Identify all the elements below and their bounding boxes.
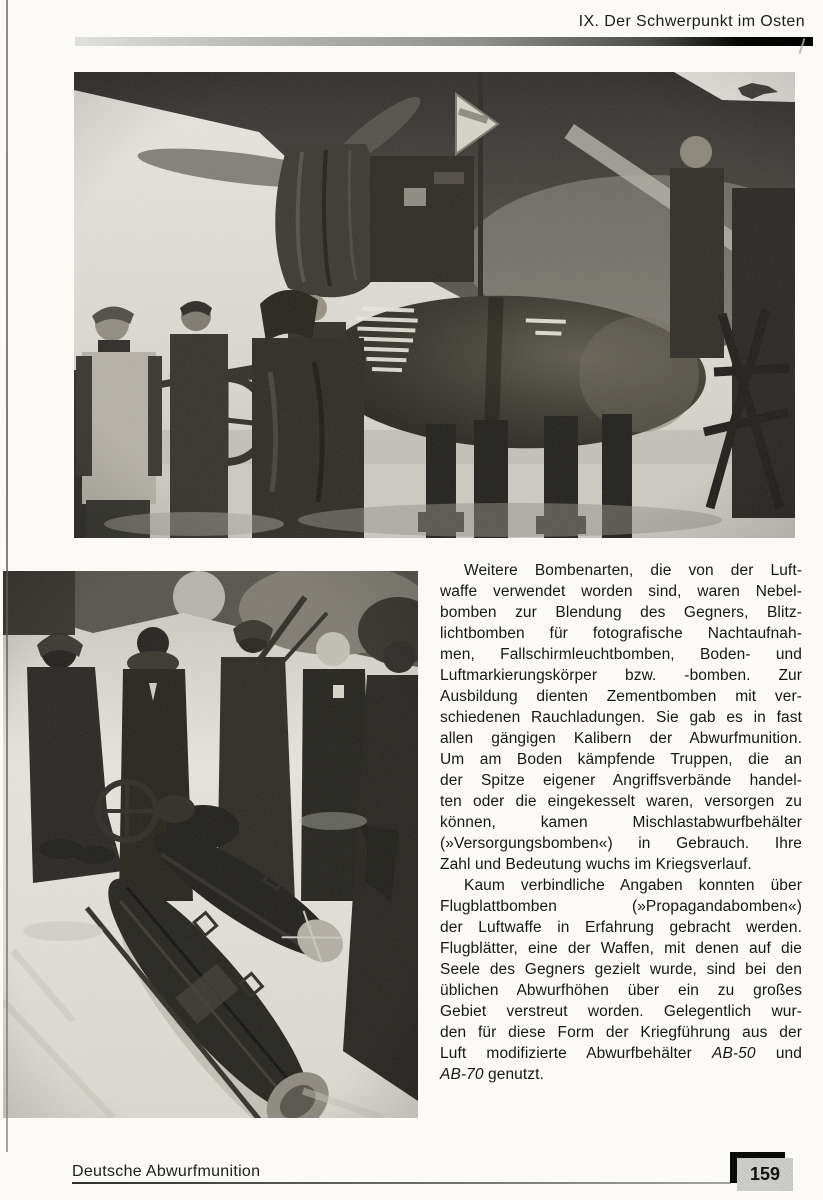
text-line: der Luftwaffe in Erfahrung gebracht werden. xyxy=(440,919,802,936)
text-segment: genutzt. xyxy=(483,1066,544,1083)
text-line: ten oder die eingekesselt waren, versorgen zu xyxy=(440,793,802,810)
text-line: (»Versorgungsbomben«) in Gebrauch. Ihre xyxy=(440,835,802,852)
text-line: der Spitze eigener Angriffsverbände handel- xyxy=(440,772,802,789)
photo-bomb-sleds-illustration xyxy=(3,571,418,1118)
text-line: Flugblattbomben (»Propagandabomben«) xyxy=(440,898,802,915)
text-segment: und xyxy=(755,1045,802,1062)
text-line: schiedenen Rauchladungen. Sie gab es in fast xyxy=(440,709,802,726)
text-line: bomben zur Blendung des Gegners, Blitz- xyxy=(440,604,802,621)
text-segment: Luft modifizierte Abwurfbehälter xyxy=(440,1045,713,1062)
footer-section-label: Deutsche Abwurfmunition xyxy=(72,1163,261,1180)
article-text xyxy=(440,560,802,1085)
text-line xyxy=(440,1043,802,1064)
text-line: waffe verwendet worden sind, waren Nebel- xyxy=(440,583,802,600)
photo-bomb-loading-illustration xyxy=(74,72,795,538)
photo-bomb-loading xyxy=(74,72,795,538)
page-number-box xyxy=(730,1152,795,1192)
text-line: men, Fallschirmleuchtbomben, Boden- und xyxy=(440,646,802,663)
text-line: Gebiet verstreut worden. Gelegentlich wur- xyxy=(440,1003,802,1020)
text-line: Kaum verbindliche Angaben konnten über xyxy=(464,877,802,894)
text-line: Zahl und Bedeutung wuchs im Kriegsverlauf. xyxy=(440,856,752,873)
footer-rule xyxy=(72,1182,731,1184)
text-line: üblichen Abwurfhöhen über ein zu großes xyxy=(440,982,802,999)
photo-bomb-sleds xyxy=(3,571,418,1118)
text-line xyxy=(440,1064,802,1085)
text-line: Luftmarkierungskörper bzw. -bomben. Zur xyxy=(440,667,802,684)
designation-italic: AB-70 xyxy=(440,1066,484,1083)
designation-italic: AB-50 xyxy=(712,1045,756,1062)
text-line: Flugblätter, eine der Waffen, mit denen auf die xyxy=(440,940,802,957)
text-line: den für diese Form der Kriegführung aus der xyxy=(440,1024,802,1041)
chapter-header: IX. Der Schwerpunkt im Osten xyxy=(578,13,805,30)
header-rule xyxy=(75,37,813,46)
text-line: Weitere Bombenarten, die von der Luft- xyxy=(464,562,802,579)
text-line: Seele des Gegners gezielt wurde, sind bei den xyxy=(440,961,802,978)
text-line: allen gängigen Kalibern der Abwurfmunition. xyxy=(440,730,802,747)
page-edge-line xyxy=(6,0,8,1152)
text-line: lichtbomben für fotografische Nachtaufnah- xyxy=(440,625,802,642)
text-line: können, kamen Mischlastabwurfbehälter xyxy=(440,814,802,831)
page-number: 159 xyxy=(737,1158,793,1191)
text-line: Ausbildung dienten Zementbomben mit ver- xyxy=(440,688,802,705)
text-line: Um am Boden kämpfende Truppen, die an xyxy=(440,751,802,768)
